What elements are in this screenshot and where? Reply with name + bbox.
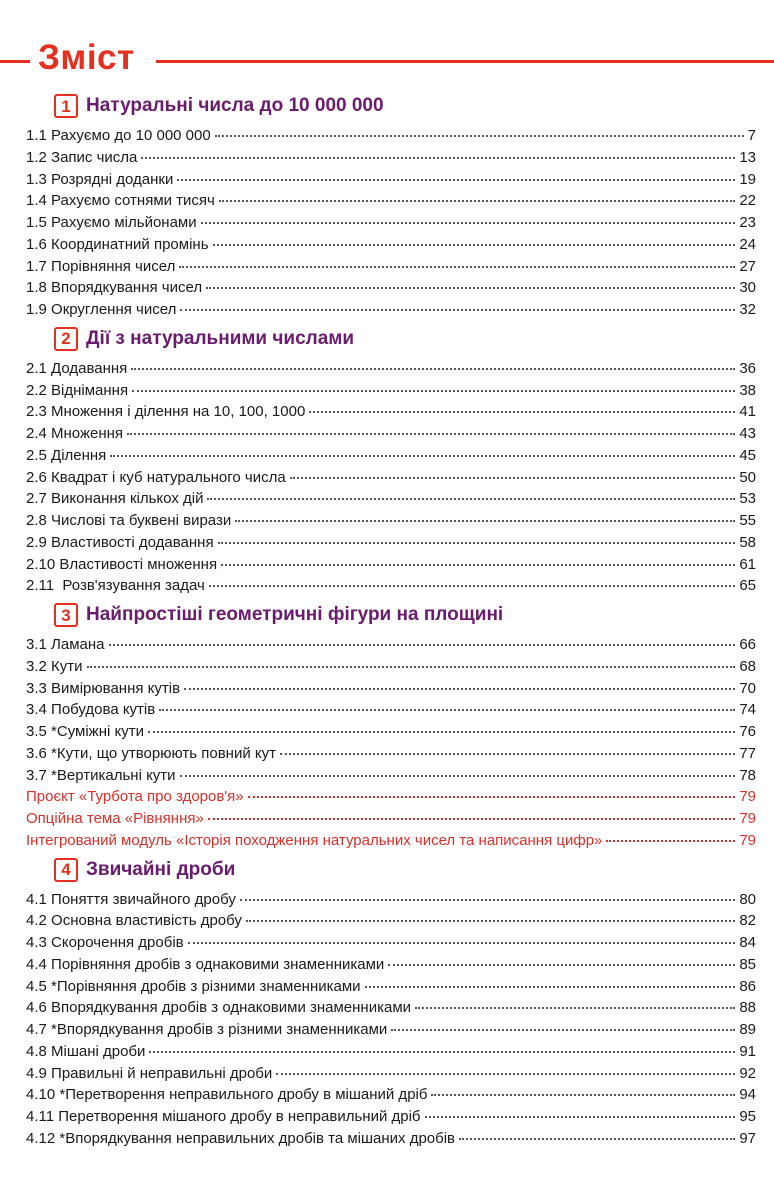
entry-label: Запис числа — [51, 148, 138, 166]
dot-leader — [459, 1138, 735, 1140]
entry-page-number: 23 — [739, 214, 756, 231]
entry-page-number: 58 — [739, 533, 756, 551]
entry-label: Перетворення мішаного дробу в неправильний дріб — [58, 1108, 421, 1125]
dot-leader — [290, 477, 736, 479]
entry-page-number: 27 — [739, 257, 756, 275]
entry-label: Рахуємо мільйонами — [51, 214, 197, 231]
toc-entry[interactable] — [26, 554, 756, 576]
dot-leader — [159, 709, 735, 711]
entry-page-number: 95 — [739, 1108, 756, 1125]
entry-page-number: 76 — [739, 723, 756, 740]
page-title: Зміст — [38, 38, 135, 77]
dot-leader — [184, 688, 735, 690]
entry-number: 4.5 — [26, 977, 47, 995]
toc-entry[interactable] — [26, 532, 756, 554]
toc-entry[interactable] — [26, 678, 756, 700]
entry-number: 2.3 — [26, 403, 47, 421]
entry-page-number: 74 — [739, 701, 756, 719]
entry-page-number: 61 — [739, 555, 756, 573]
entry-number: 4.3 — [26, 934, 47, 951]
entry-page-number: 7 — [747, 127, 756, 144]
table-of-contents — [26, 88, 756, 1150]
entry-label: Множення — [51, 425, 124, 442]
toc-extra-entry[interactable] — [26, 830, 756, 852]
dot-leader — [109, 644, 736, 646]
entry-page-number: 88 — [739, 999, 756, 1017]
toc-entry[interactable] — [26, 423, 756, 445]
entry-label: Мішані дроби — [51, 1042, 146, 1060]
dot-leader — [221, 564, 735, 566]
dot-leader — [132, 390, 735, 392]
entry-number: 4.9 — [26, 1064, 47, 1082]
toc-entry[interactable] — [26, 510, 756, 532]
entry-number: 4.8 — [26, 1042, 47, 1060]
toc-entry[interactable] — [26, 765, 756, 787]
dot-leader — [149, 1051, 735, 1053]
entry-number: 2.2 — [26, 381, 47, 399]
entry-number: 2.7 — [26, 490, 47, 508]
toc-entry[interactable] — [26, 256, 756, 278]
toc-entry[interactable] — [26, 147, 756, 169]
toc-entry[interactable] — [26, 190, 756, 212]
entry-number: 2.11 — [26, 577, 55, 595]
toc-entry[interactable] — [26, 488, 756, 510]
dot-leader — [218, 542, 736, 544]
toc-section — [26, 856, 756, 1150]
entry-page-number: 32 — [739, 301, 756, 318]
entry-label: Порівняння чисел — [51, 257, 176, 275]
dot-leader — [246, 920, 735, 922]
entry-number: 3.3 — [26, 679, 47, 697]
entry-label: Рахуємо до 10 000 000 — [51, 127, 211, 144]
dot-leader — [425, 1116, 736, 1118]
toc-entry[interactable] — [26, 445, 756, 467]
toc-entry[interactable] — [26, 1128, 756, 1150]
entry-page-number: 94 — [739, 1086, 756, 1104]
entry-label: Порівняння дробів з однаковими знаменниками — [51, 955, 385, 973]
section-number-badge: 4 — [54, 858, 78, 882]
dot-leader — [207, 498, 735, 500]
dot-leader — [110, 455, 735, 457]
entry-label: Впорядкування дробів з однаковими знаменниками — [51, 999, 412, 1017]
entry-page-number: 30 — [739, 279, 756, 297]
toc-entry[interactable] — [26, 299, 756, 321]
entry-label: *Впорядкування неправильних дробів та мішаних дробів — [59, 1129, 456, 1147]
entry-page-number: 24 — [739, 235, 756, 253]
entry-page-number: 84 — [739, 934, 756, 951]
entry-page-number: 79 — [739, 788, 756, 806]
dot-leader — [206, 287, 735, 289]
header-rule-right — [156, 60, 774, 63]
entry-page-number: 82 — [739, 912, 756, 930]
entry-label: Опційна тема «Рівняння» — [26, 810, 204, 827]
entry-page-number: 80 — [739, 890, 756, 908]
entry-page-number: 50 — [739, 468, 756, 486]
toc-entry[interactable] — [26, 380, 756, 402]
section-heading[interactable] — [54, 325, 756, 353]
toc-entry[interactable] — [26, 277, 756, 299]
entry-number: 4.1 — [26, 890, 47, 908]
entry-page-number: 41 — [739, 403, 756, 421]
toc-entry[interactable] — [26, 997, 756, 1019]
entry-label: Скорочення дробів — [51, 934, 184, 951]
entry-page-number: 77 — [739, 744, 756, 762]
entry-number: 4.12 — [26, 1129, 56, 1147]
entry-page-number: 45 — [739, 446, 756, 464]
entry-page-number: 85 — [739, 955, 756, 973]
dot-leader — [365, 986, 736, 988]
entry-label: Ламана — [51, 636, 105, 653]
entry-label: Впорядкування чисел — [51, 279, 203, 297]
entry-label: Віднімання — [51, 381, 129, 399]
entry-page-number: 22 — [739, 192, 756, 210]
entry-number: 4.6 — [26, 999, 47, 1017]
dot-leader — [177, 179, 735, 181]
dot-leader — [240, 899, 735, 901]
entry-label: Розрядні доданки — [51, 170, 174, 188]
entry-label: Побудова кутів — [51, 701, 156, 719]
entry-number: 2.4 — [26, 425, 47, 442]
entry-label: *Кути, що утворюють повний кут — [51, 744, 276, 762]
entry-label: Квадрат і куб натурального числа — [51, 468, 286, 486]
dot-leader — [131, 368, 735, 370]
entry-label: Додавання — [51, 359, 128, 377]
entry-label: Властивості множення — [59, 555, 218, 573]
section-number-badge: 2 — [54, 327, 78, 351]
dot-leader — [276, 1073, 735, 1075]
entry-page-number: 53 — [739, 490, 756, 508]
entry-number: 4.7 — [26, 1021, 47, 1038]
entry-page-number: 38 — [739, 381, 756, 399]
entry-page-number: 19 — [739, 170, 756, 188]
entry-number: 1.8 — [26, 279, 47, 297]
dot-leader — [141, 157, 735, 159]
entry-label: *Вертикальні кути — [51, 766, 176, 784]
entry-page-number: 89 — [739, 1021, 756, 1038]
entry-number: 3.2 — [26, 657, 47, 675]
entry-label: *Перетворення неправильного дробу в мішаний дріб — [59, 1086, 428, 1104]
toc-entry[interactable] — [26, 358, 756, 380]
toc-entry[interactable] — [26, 1084, 756, 1106]
entry-page-number: 70 — [739, 679, 756, 697]
entry-page-number: 36 — [739, 359, 756, 377]
toc-extra-entry[interactable] — [26, 786, 756, 808]
dot-leader — [309, 411, 735, 413]
dot-leader — [219, 200, 735, 202]
toc-extra-entry[interactable] — [26, 808, 756, 830]
toc-entry[interactable] — [26, 976, 756, 998]
entry-page-number: 91 — [739, 1042, 756, 1060]
section-title: Звичайні дроби — [86, 858, 236, 880]
entry-label: Кути — [51, 657, 83, 675]
section-number-badge: 1 — [54, 94, 78, 118]
entry-number: 3.6 — [26, 744, 47, 762]
dot-leader — [415, 1007, 735, 1009]
dot-leader — [388, 964, 735, 966]
entry-number: 3.7 — [26, 766, 47, 784]
entry-label: Поняття звичайного дробу — [51, 890, 236, 908]
entry-page-number: 13 — [739, 148, 756, 166]
entry-page-number: 66 — [739, 636, 756, 653]
toc-entry[interactable] — [26, 699, 756, 721]
entry-number: 2.9 — [26, 533, 47, 551]
toc-entry[interactable] — [26, 634, 756, 656]
section-number-badge: 3 — [54, 603, 78, 627]
entry-label: Властивості додавання — [51, 533, 214, 551]
dot-leader — [179, 266, 735, 268]
section-heading[interactable] — [54, 856, 756, 884]
entry-number: 2.1 — [26, 359, 47, 377]
toc-entry[interactable] — [26, 932, 756, 954]
entry-label: Основна властивість дробу — [51, 912, 242, 930]
entry-number: 1.1 — [26, 127, 47, 144]
entry-label: Правильні й неправильні дроби — [51, 1064, 273, 1082]
toc-entry[interactable] — [26, 467, 756, 489]
entry-page-number: 43 — [739, 425, 756, 442]
entry-number: 2.10 — [26, 555, 56, 573]
dot-leader — [87, 666, 736, 668]
entry-label: Виконання кількох дій — [51, 490, 204, 508]
toc-entry[interactable] — [26, 721, 756, 743]
entry-number: 1.3 — [26, 170, 47, 188]
toc-entry[interactable] — [26, 889, 756, 911]
toc-entry[interactable] — [26, 1041, 756, 1063]
toc-entry[interactable] — [26, 954, 756, 976]
entry-label: Проєкт «Турбота про здоров'я» — [26, 788, 244, 806]
toc-section — [26, 92, 756, 321]
dot-leader — [188, 942, 736, 944]
toc-entry[interactable] — [26, 234, 756, 256]
entry-number: 2.8 — [26, 512, 47, 529]
dot-leader — [235, 520, 735, 522]
dot-leader — [248, 796, 736, 798]
dot-leader — [215, 135, 744, 137]
entry-label: Розв'язування задач — [58, 577, 205, 595]
toc-entry[interactable] — [26, 1106, 756, 1128]
entry-page-number: 79 — [739, 831, 756, 849]
dot-leader — [180, 775, 736, 777]
entry-page-number: 65 — [739, 577, 756, 595]
dot-leader — [209, 585, 736, 587]
section-heading[interactable] — [54, 92, 756, 120]
section-title: Найпростіші геометричні фігури на площині — [86, 604, 504, 625]
toc-header — [0, 38, 774, 86]
toc-entry[interactable] — [26, 212, 756, 234]
dot-leader — [280, 753, 735, 755]
dot-leader — [127, 433, 735, 435]
entry-page-number: 79 — [739, 810, 756, 827]
dot-leader — [431, 1094, 735, 1096]
entry-number: 3.4 — [26, 701, 47, 719]
dot-leader — [606, 840, 735, 842]
dot-leader — [213, 244, 736, 246]
toc-entry[interactable] — [26, 575, 756, 597]
entry-number: 1.4 — [26, 192, 47, 210]
dot-leader — [201, 222, 736, 224]
entry-label: Вимірювання кутів — [51, 679, 181, 697]
entry-number: 1.9 — [26, 301, 47, 318]
entry-label: Ділення — [51, 446, 107, 464]
entry-label: Числові та буквені вирази — [51, 512, 232, 529]
toc-section — [26, 601, 756, 852]
entry-label: Округлення чисел — [51, 301, 177, 318]
section-heading[interactable] — [54, 601, 756, 629]
toc-section — [26, 325, 756, 597]
dot-leader — [391, 1029, 735, 1031]
toc-entry[interactable] — [26, 1019, 756, 1041]
entry-number: 2.6 — [26, 468, 47, 486]
entry-number: 1.6 — [26, 235, 47, 253]
dot-leader — [148, 731, 735, 733]
entry-page-number: 55 — [739, 512, 756, 529]
header-rule-left — [0, 60, 30, 63]
toc-entry[interactable] — [26, 1063, 756, 1085]
section-title: Натуральні числа до 10 000 000 — [86, 95, 384, 116]
toc-entry[interactable] — [26, 169, 756, 191]
entry-number: 4.2 — [26, 912, 47, 930]
entry-number: 1.2 — [26, 148, 47, 166]
entry-label: Рахуємо сотнями тисяч — [51, 192, 215, 210]
entry-number: 4.10 — [26, 1086, 56, 1104]
entry-number: 4.4 — [26, 955, 47, 973]
dot-leader — [180, 309, 735, 311]
section-title: Дії з натуральними числами — [86, 327, 355, 349]
entry-label: *Суміжні кути — [51, 723, 144, 740]
entry-number: 3.5 — [26, 723, 47, 740]
entry-number: 1.5 — [26, 214, 47, 231]
dot-leader — [208, 818, 735, 820]
toc-entry[interactable] — [26, 910, 756, 932]
toc-entry[interactable] — [26, 656, 756, 678]
toc-entry[interactable] — [26, 401, 756, 423]
entry-number: 3.1 — [26, 636, 47, 653]
toc-entry[interactable] — [26, 743, 756, 765]
entry-number: 2.5 — [26, 446, 47, 464]
entry-label: *Впорядкування дробів з різними знаменниками — [51, 1021, 388, 1038]
entry-label: Множення і ділення на 10, 100, 1000 — [51, 403, 306, 421]
entry-page-number: 86 — [739, 977, 756, 995]
entry-page-number: 97 — [739, 1129, 756, 1147]
entry-label: Координатний промінь — [51, 235, 209, 253]
entry-label: Інтегрований модуль «Історія походження натуральних чисел та написання цифр» — [26, 831, 603, 849]
entry-page-number: 92 — [739, 1064, 756, 1082]
entry-number: 1.7 — [26, 257, 47, 275]
entry-number: 4.11 — [26, 1108, 55, 1125]
entry-page-number: 78 — [739, 766, 756, 784]
toc-entry[interactable] — [26, 125, 756, 147]
entry-page-number: 68 — [739, 657, 756, 675]
entry-label: *Порівняння дробів з різними знаменниками — [51, 977, 361, 995]
